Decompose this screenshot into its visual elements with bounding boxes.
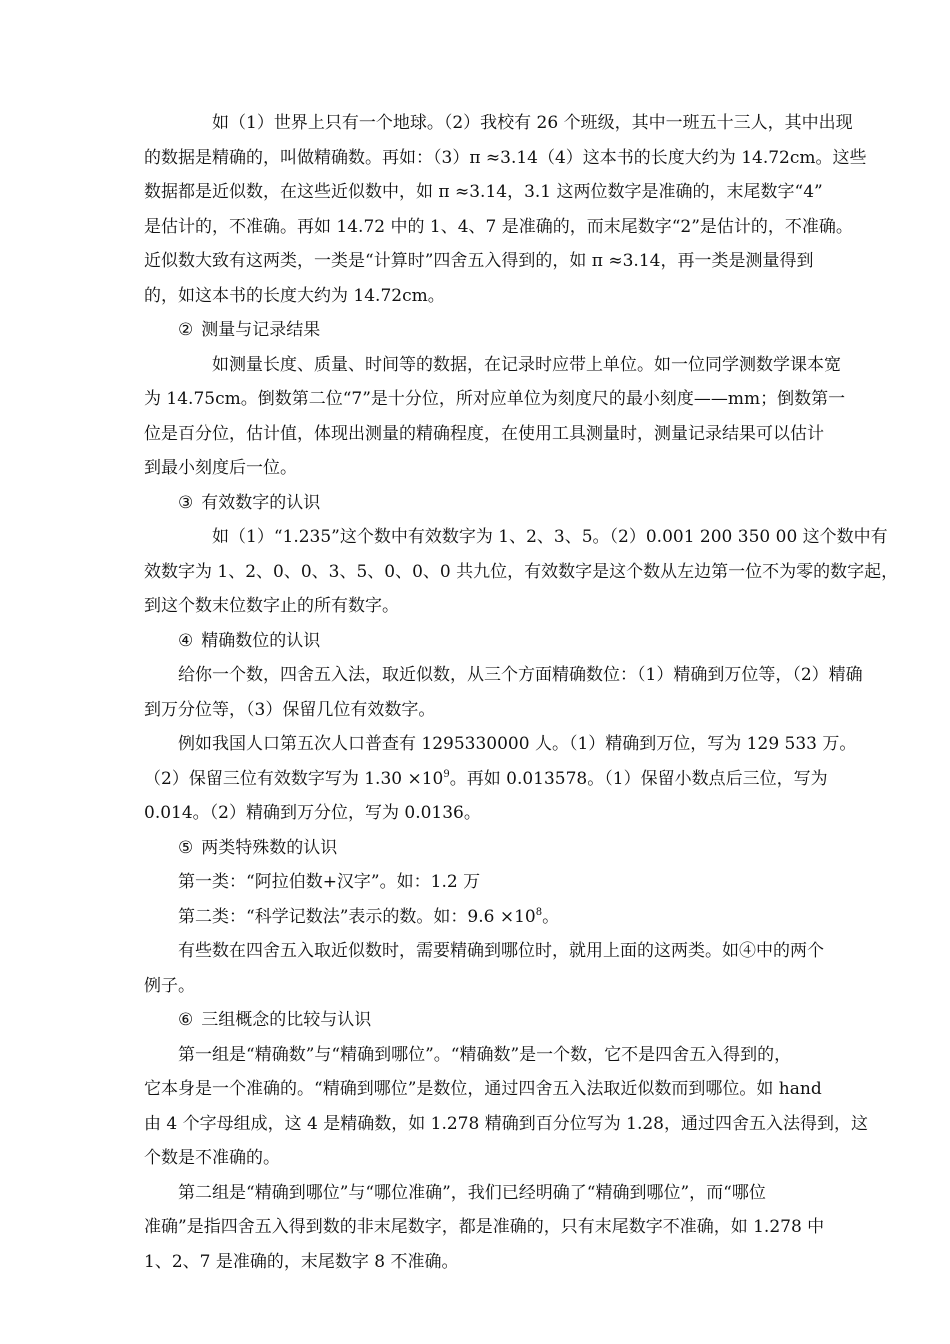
section-title: 有效数字的认识: [201, 492, 321, 513]
paragraph-line: 到万分位等，（3）保留几位有效数字。: [144, 699, 436, 720]
paragraph-line: 它本身是一个准确的。“精确到哪位”是数位，通过四舍五入法取近似数而到哪位。如 hand: [144, 1079, 822, 1099]
superscript-exponent: 9: [443, 768, 450, 780]
paragraph-line: 第一组是“精确数”与“精确到哪位”。“精确数”是一个数，它不是四舍五入得到的，: [178, 1044, 792, 1065]
text-segment: （2）保留三位有效数字写为 1.30 ×10: [144, 768, 444, 789]
text-segment: 。再如 0.013578。（1）保留小数点后三位，写为: [449, 768, 828, 789]
paragraph-line: 0.014。（2）精确到万分位，写为 0.0136。: [144, 803, 481, 823]
section-number: ③: [178, 492, 194, 513]
paragraph-line: 第二组是“精确到哪位”与“哪位准确”，我们已经明确了“精确到哪位”，而“哪位: [178, 1182, 766, 1203]
section-number: ④: [178, 630, 194, 651]
section-title: 精确数位的认识: [201, 630, 321, 651]
paragraph-line: 为 14.75cm。倒数第二位“7”是十分位，所对应单位为刻度尺的最小刻度——mm；倒数第一: [144, 389, 846, 409]
paragraph-line: 效数字为 1、2、0、0、3、5、0、0、0 共九位，有效数字是这个数从左边第一位不为零的数字起，: [144, 561, 899, 582]
text-segment: 。: [542, 906, 560, 927]
paragraph-line: 准确”是指四舍五入得到数的非末尾数字，都是准确的，只有末尾数字不准确，如 1.278 中: [144, 1217, 825, 1237]
superscript-exponent: 8: [535, 906, 543, 918]
paragraph-line: 如（1）世界上只有一个地球。（2）我校有 26 个班级，其中一班五十三人，其中出现: [212, 113, 853, 133]
section-title: 测量与记录结果: [201, 320, 321, 340]
paragraph-line: 如测量长度、质量、时间等的数据，在记录时应带上单位。如一位同学测数学课本宽: [212, 354, 841, 375]
paragraph-line: 例子。: [144, 975, 195, 996]
paragraph-line: 给你一个数，四舍五入法，取近似数，从三个方面精确数位：（1）精确到万位等，（2）精确: [178, 665, 863, 685]
paragraph-line: 的数据是精确的，叫做精确数。再如：（3）π ≈3.14（4）这本书的长度大约为 14.72cm。这些: [144, 147, 867, 168]
section-heading: [144, 624, 814, 659]
paragraph-line: 1、2、7 是准确的，末尾数字 8 不准确。: [144, 1251, 459, 1272]
section-heading: [144, 313, 814, 348]
paragraph-line: 由 4 个字母组成，这 4 是精确数，如 1.278 精确到百分位写为 1.28，通过四舍五入法得到，这: [144, 1113, 868, 1134]
paragraph-line: 例如我国人口第五次人口普查有 1295330000 人。（1）精确到万位，写为 129 533 万。: [178, 734, 857, 754]
paragraph-line: 有些数在四舍五入取近似数时，需要精确到哪位时，就用上面的这两类。如④中的两个: [178, 941, 824, 961]
paragraph-line: 个数是不准确的。: [144, 1148, 280, 1168]
paragraph-line: 是估计的，不准确。再如 14.72 中的 1、4、7 是准确的，而末尾数字“2”是估计的，不准确。: [144, 216, 853, 237]
section-heading: [144, 1003, 814, 1038]
section-title: 两类特殊数的认识: [201, 837, 338, 858]
paragraph-line: [144, 900, 814, 935]
paragraph-line: 第一类：“阿拉伯数+汉字”。如：1.2 万: [178, 872, 481, 892]
text-segment: 第二类：“科学记数法”表示的数。如：9.6 ×10: [178, 906, 536, 927]
paragraph-line: 如（1）“1.235”这个数中有效数字为 1、2、3、5。（2）0.001 200 350 00 这个数中有: [212, 527, 888, 547]
section-heading: [144, 486, 814, 521]
paragraph-line: 到这个数末位数字止的所有数字。: [144, 596, 399, 616]
section-number: ⑥: [178, 1010, 194, 1030]
paragraph-line: 的，如这本书的长度大约为 14.72cm。: [144, 285, 445, 306]
paragraph-line: 数据都是近似数，在这些近似数中，如 π ≈3.14，3.1 这两位数字是准确的，末尾数字“4”: [144, 182, 823, 202]
section-number: ②: [178, 320, 194, 340]
paragraph-line: [144, 762, 828, 797]
paragraph-line: 位是百分位，估计值，体现出测量的精确程度，在使用工具测量时，测量记录结果可以估计: [144, 423, 824, 444]
paragraph-line: 到最小刻度后一位。: [144, 458, 297, 478]
section-number: ⑤: [178, 837, 194, 858]
section-heading: [144, 831, 814, 866]
document-body: [144, 106, 899, 1279]
paragraph-line: 近似数大致有这两类，一类是“计算时”四舍五入得到的，如 π ≈3.14，再一类是测量得到: [144, 251, 814, 271]
section-title: 三组概念的比较与认识: [201, 1010, 372, 1030]
